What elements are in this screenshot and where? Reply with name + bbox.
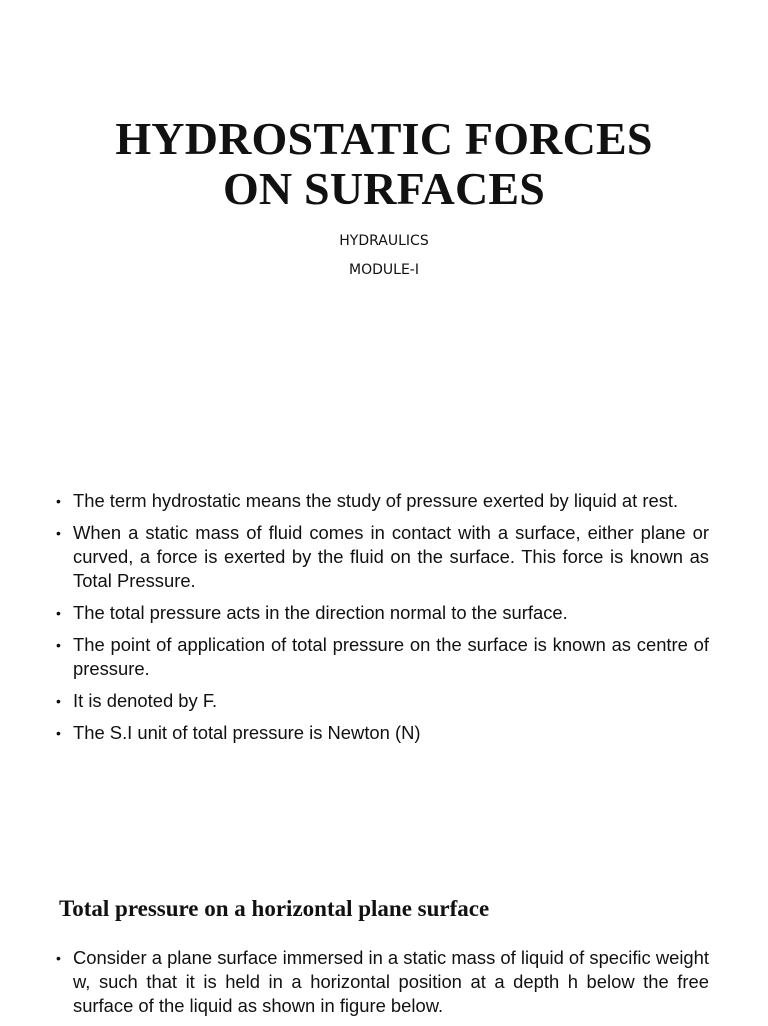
list-item xyxy=(55,601,709,625)
list-item xyxy=(55,689,709,713)
section-heading: Total pressure on a horizontal plane surface xyxy=(59,896,490,921)
list-item-text: The term hydrostatic means the study of pressure exerted by liquid at rest. xyxy=(73,490,679,511)
list-item-text: The point of application of total pressure on the surface is known as centre of pressure. xyxy=(73,634,709,679)
list-item-text: The total pressure acts in the direction normal to the surface. xyxy=(73,602,568,623)
list-item xyxy=(55,489,709,513)
list-item xyxy=(55,946,709,1018)
list-item-text: The S.I unit of total pressure is Newton (N) xyxy=(73,722,421,743)
module-subtitle: MODULE-I xyxy=(349,262,419,278)
section-bullet-list xyxy=(55,946,709,1026)
bullet-icon: • xyxy=(56,637,61,653)
list-item-text: It is denoted by F. xyxy=(73,690,218,711)
intro-bullet-list xyxy=(55,489,709,753)
list-item xyxy=(55,633,709,681)
bullet-icon: • xyxy=(56,605,61,621)
bullet-icon: • xyxy=(56,525,61,541)
list-item xyxy=(55,521,709,593)
list-item-text: Consider a plane surface immersed in a static mass of liquid of specific weight w, such that it is held in a horizontal position at a depth h below the free surface of the liquid as shown in figure below. xyxy=(73,947,709,1016)
course-subtitle: HYDRAULICS xyxy=(339,233,429,249)
bullet-icon: • xyxy=(56,693,61,709)
bullet-icon: • xyxy=(56,725,61,741)
list-item xyxy=(55,721,709,745)
bullet-icon: • xyxy=(56,493,61,509)
bullet-icon: • xyxy=(56,950,61,966)
page-title xyxy=(0,114,768,214)
title-line-1: HYDROSTATIC FORCES xyxy=(115,113,653,164)
list-item-text: When a static mass of fluid comes in contact with a surface, either plane or curved, a force is exerted by the fluid on the surface. This force is known as Total Pressure. xyxy=(73,522,709,591)
title-line-2: ON SURFACES xyxy=(222,163,546,214)
